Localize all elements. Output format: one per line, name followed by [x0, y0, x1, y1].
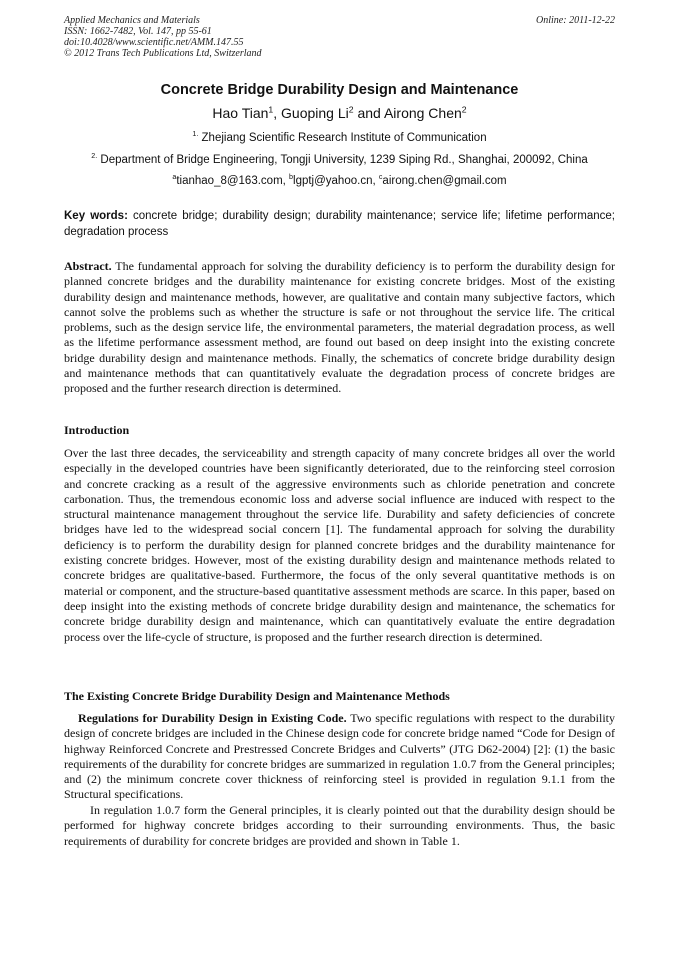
- affiliation-mark: 2.: [91, 152, 98, 161]
- issn-line: ISSN: 1662-7482, Vol. 147, pp 55-61: [64, 26, 212, 37]
- author-name: Hao Tian: [212, 105, 269, 121]
- keywords-text: concrete bridge; durability design; durability maintenance; service life; lifetime performance; degradation process: [64, 210, 615, 238]
- author-emails: [60, 175, 619, 187]
- affiliation-text: Department of Bridge Engineering, Tongji University, 1239 Siping Rd., Shanghai, 200092, China: [97, 154, 588, 166]
- subsection-heading-regulations: Regulations for Durability Design in Existing Code.: [78, 711, 347, 725]
- keywords-label: Key words:: [64, 210, 128, 222]
- author-affiliation-mark: 1: [268, 104, 274, 115]
- affiliation-1: [60, 132, 619, 144]
- paper-title: Concrete Bridge Durability Design and Maintenance: [160, 82, 519, 98]
- doi-line: doi:10.4028/www.scientific.net/AMM.147.55: [64, 37, 244, 48]
- online-date: Online: 2011-12-22: [536, 15, 615, 26]
- regulations-text: Two specific regulations with respect to the durability design of concrete bridges are included in the Chinese design code for concrete bridge named “Code for Design of highway Reinforced Concrete and Prestressed Concrete Bridges and Culverts” (JTG D62-2004) [2]: (1) the basic requirements of the durability for concrete bridges are summarized in regulation 1.0.7 from the General principles; and (2) the minimum concrete cover thickness of reinforcing steel is provided in regulation 9.1.1 from the Structural specifications.: [64, 711, 615, 802]
- section-heading-existing-methods: The Existing Concrete Bridge Durability Design and Maintenance Methods: [64, 689, 450, 703]
- email-mark: b: [289, 173, 294, 182]
- abstract-text: The fundamental approach for solving the durability deficiency is to perform the durability design for planned concrete bridges and the durability maintenance for existing concrete bridges. Most of the existing durability design and maintenance methods, however, are qualitative and contain many subjective factors, which cannot solve the problems such as whether the structure is safe or not throughout the service life. The critical problems, such as the design service life, the environmental parameters, the material degradation process, as well as the lifetime performance assessment method, are found out based on deep insight into the existing concrete bridge durability design and maintenance methods. Finally, the schematics of concrete bridge durability design and maintenance methods that can quantitatively evaluate the degradation process of concrete bridges are proposed and the further research direction is determined.: [64, 259, 615, 396]
- journal-name: Applied Mechanics and Materials: [64, 15, 200, 26]
- affiliation-mark: 1.: [192, 130, 199, 139]
- author-affiliation-mark: 2: [461, 104, 467, 115]
- email-address: tianhao_8@163.com,: [176, 175, 290, 187]
- author-separator: ,: [273, 105, 282, 121]
- author-list: [64, 105, 615, 121]
- author-separator: and: [353, 105, 384, 121]
- email-mark: a: [172, 173, 177, 182]
- email-address: airong.chen@gmail.com: [382, 175, 507, 187]
- regulation-107-paragraph: In regulation 1.0.7 form the General principles, it is clearly pointed out that the durability design should be performed for highway concrete bridges according to their surrounding environments. Thus, the basic requirements of durability for concrete bridges are provided and shown in Table 1.: [64, 803, 615, 848]
- author-name: Airong Chen: [383, 105, 462, 121]
- affiliation-text: Zhejiang Scientific Research Institute of Communication: [198, 132, 487, 144]
- abstract-label: Abstract.: [64, 259, 112, 273]
- section-heading-introduction: Introduction: [64, 423, 130, 437]
- affiliation-2: [60, 154, 619, 166]
- email-address: lgptj@yahoo.cn,: [293, 175, 379, 187]
- regulations-paragraph: [64, 711, 615, 803]
- email-mark: c: [378, 173, 383, 182]
- keywords: [64, 209, 615, 240]
- abstract: [64, 259, 615, 397]
- introduction-paragraph: Over the last three decades, the serviceability and strength capacity of many concrete bridges all over the world especially in the developed countries have been significantly deteriorated, due to the reinforcing steel corrosion and concrete cracking as a result of the aggressive environments such as chloride penetration and concrete carbonation. Thus, the tremendous economic loss and adverse social influence are induced with respect to the structural maintenance management throughout the service life. Durability and safety deficiencies of concrete bridges have led to the widespread social concern [1]. The fundamental approach for solving the durability deficiency is to perform the durability design for planned concrete bridges and the durability maintenance for existing concrete bridges. However, most of the existing durability design and maintenance methods related to concrete bridges are qualitative-based. Furthermore, the focus of the only several quantitative methods is on material or component, and the structure-based quantitative assessment methods are scarce. In this paper, based on deep insight into the existing methods of concrete bridge durability design and maintenance, the schematics for concrete bridge durability design and maintenance, which can quantitatively evaluate the entire degradation process over the life-cycle of structure, is proposed and the further research direction is determined.: [64, 446, 615, 644]
- copyright-line: © 2012 Trans Tech Publications Ltd, Switzerland: [64, 48, 262, 59]
- journal-header: [64, 15, 615, 59]
- author-name: Guoping Li: [281, 105, 349, 121]
- author-affiliation-mark: 2: [348, 104, 354, 115]
